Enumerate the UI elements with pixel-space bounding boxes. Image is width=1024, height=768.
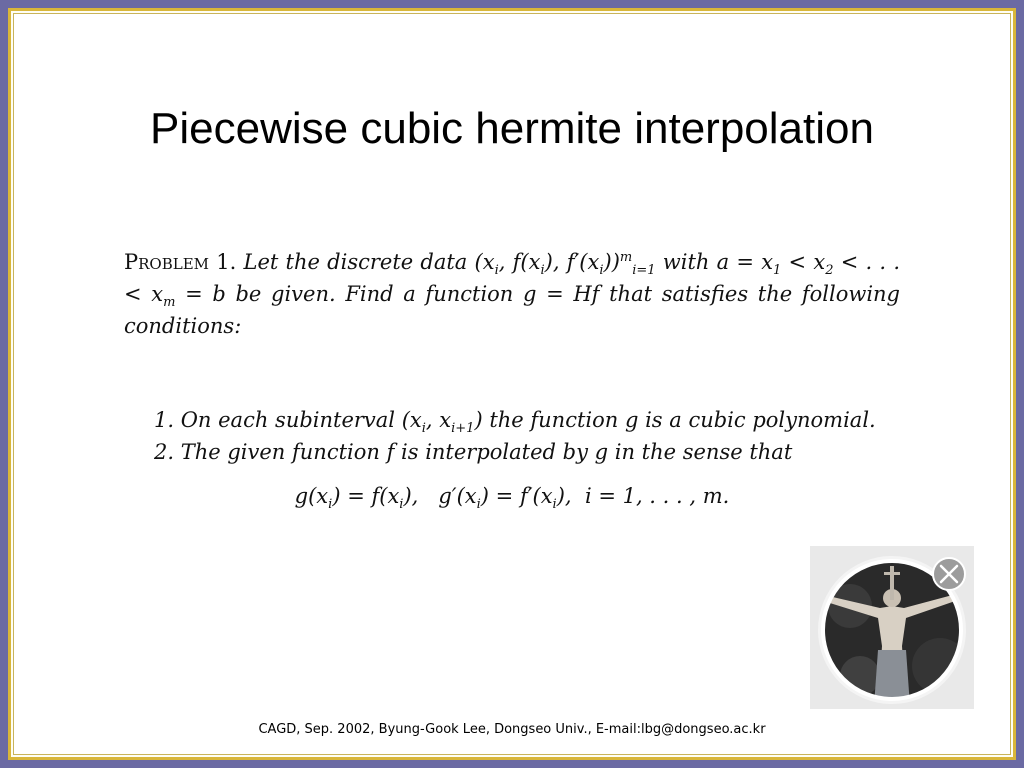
- slide-title: Piecewise cubic hermite interpolation: [150, 104, 874, 153]
- problem-label: Problem 1.: [124, 250, 237, 274]
- presenter-photo: [810, 546, 974, 709]
- problem-text-c: be given. Find a function g = Hf that satisfies the following conditions:: [124, 282, 900, 338]
- interpolation-equation: $g(x_i) = f(x_i)$, $g'(x_i) = f'(x_i)$, i = 1, . . . , m.: [294, 484, 730, 513]
- condition-2: 2. The given function f is interpolated by g in the sense that: [154, 440, 793, 464]
- problem-statement: [124, 246, 900, 512]
- problem-paragraph: [124, 246, 900, 374]
- problem-text-a: Let the discrete data ($x_i$, $f(x_i)$, $f'(x_i))^m_{i=1}$: [243, 250, 656, 279]
- condition-1: 1. On each subinterval ($x_i$, $x_{i+1}$) the function g is a cubic polynomial.: [154, 408, 876, 437]
- problem-text-b: with $a = x_1 < x_2$ < . . . < $x_m = b$: [124, 250, 900, 311]
- slide-footer: CAGD, Sep. 2002, Byung-Gook Lee, Dongseo Univ., E-mail:lbg@dongseo.ac.kr: [258, 722, 766, 737]
- tools-icon[interactable]: [933, 558, 965, 590]
